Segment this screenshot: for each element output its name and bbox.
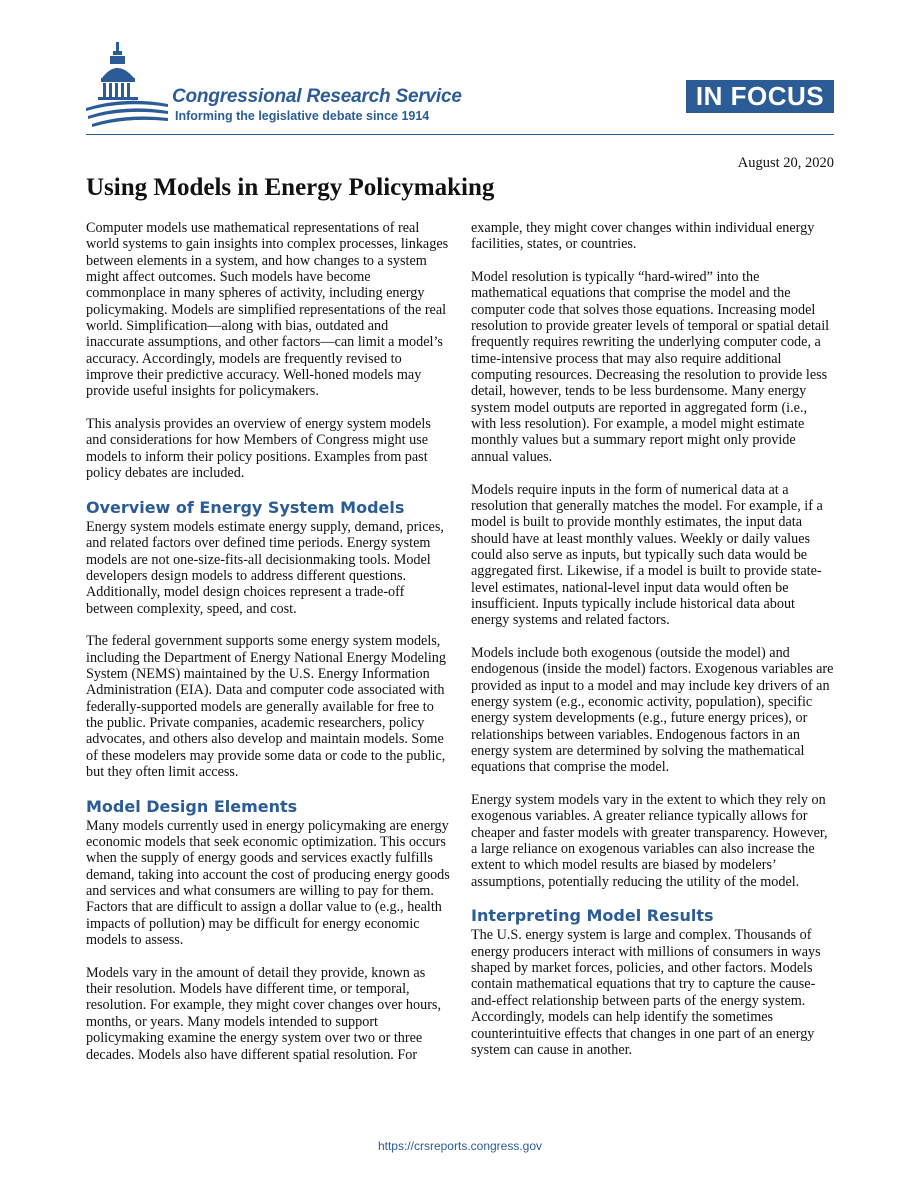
paragraph: example, they might cover changes within individual energy facilities, states, or countries. [471,220,815,253]
header-divider [86,134,834,135]
report-header [0,0,920,140]
right-column [471,220,835,1058]
paragraph: Models require inputs in the form of numerical data at a resolution that generally matches the model. For example, if a model is built to provide monthly estimates, the input data should have at least monthly values. Weekly or daily values could also serve as inputs, but typically such data would be aggregated first. Likewise, if a model is built to provide state-level estimates, national-level input data would often be insufficient. Inputs typically include historical data about energy systems and related factors. [471,481,823,629]
footer-url[interactable]: https://crsreports.congress.gov [377,1139,543,1153]
page-title: Using Models in Energy Policymaking [86,174,495,201]
section-heading: Overview of Energy System Models [86,497,405,517]
section-heading: Model Design Elements [86,796,298,816]
org-name: Congressional Research Service [172,86,462,107]
paragraph: The U.S. energy system is large and complex. Thousands of energy producers interact with millions of consumers in ways shaped by market forces, policies, and other factors. Models contain mathematical equations that try to capture the cause-and-effect relationship between parts of the energy system. Accordingly, models can help identify the sometimes counterintuitive effects that changes in one part of an energy system can cause in another. [471,927,821,1058]
paragraph: Energy system models estimate energy supply, demand, prices, and related factors over defined time periods. Energy system models are not one-size-fits-all decisionmaking tools. Model developers design models to address different questions. Additionally, model design choices represent a trade-off between complexity, speed, and cost. [86,518,444,617]
paragraph: Model resolution is typically “hard-wired” into the mathematical equations that comprise the model and the computer code that solves those equations. Increasing model resolution to provide greater levels of temporal or spatial detail frequently requires rewriting the underlying computer code, a time-intensive process that may also require additional computing resources. Decreasing the resolution to provide less detail, however, tends to be less burdensome. Many energy system model outputs are reported in aggregated form (i.e., with less resolution). For example, a model might estimate monthly values but a summary report might only provide annual values. [471,269,830,465]
paragraph: Energy system models vary in the extent to which they rely on exogenous variables. A greater reliance typically allows for cheaper and faster models with greater transparency. However, a large reliance on exogenous variables can also increase the extent to which model results are biased by modelers’ assumptions, potentially reducing the utility of the model. [471,792,828,890]
section-heading: Interpreting Model Results [471,906,714,926]
in-focus-badge: IN FOCUS [686,80,834,113]
capitol-dome-icon [84,38,168,128]
paragraph: The federal government supports some energy system models, including the Department of Energy National Energy Modeling System (NEMS) maintained by the U.S. Energy Information Administration (EIA). Data and computer code associated with federally-supported models are generally available for free to the public. Private companies, academic researchers, policy advocates, and others also develop and maintain models. Some of these modelers may provide some data or code to the public, but they often limit access. [86,633,446,780]
paragraph: Many models currently used in energy policymaking are energy economic models that seek economic optimization. This occurs when the supply of energy goods and services exactly fulfills demand, taking into account the cost of producing energy goods and services and what consumers are willing to pay for them. Factors that are difficult to assign a dollar value to (e.g., health impacts of pollution) may be difficult for energy economic models to assess. [86,817,450,949]
paragraph: Computer models use mathematical representations of real world systems to gain insights into complex processes, linkages between elements in a system, and how changes to a system might affect outcomes. Such models have become commonplace in many spheres of activity, including energy policymaking. Models are simplified representations of the real world. Simplification—along with bias, outdated and inaccurate assumptions, and other factors—can limit a model’s accuracy. Accordingly, models are frequently revised to improve their predictive accuracy. Well-honed models may provide useful insights for policymakers. [86,220,449,400]
paragraph: Models vary in the amount of detail they provide, known as their resolution. Models have different time, or temporal, resolution. For example, they might cover changes over hours, months, or years. Many models intended to support policymaking examine the energy system over two or three decades. Models also have different spatial resolution. For [86,964,441,1063]
report-date: August 20, 2020 [737,155,834,171]
paragraph: This analysis provides an overview of energy system models and considerations for how Members of Congress might use models to inform their policy positions. Examples from past policy debates are included. [86,416,431,482]
left-column [86,220,450,1063]
org-tagline: Informing the legislative debate since 1914 [175,109,430,123]
paragraph: Models include both exogenous (outside the model) and endogenous (inside the model) factors. Exogenous variables are provided as input to a model and may include key drivers of an energy system (e.g., economic activity, population), specific energy system developments (e.g., future energy prices), or relationships between variables. Endogenous factors in an energy system are determined by solving the mathematical equations that comprise the model. [471,644,834,776]
